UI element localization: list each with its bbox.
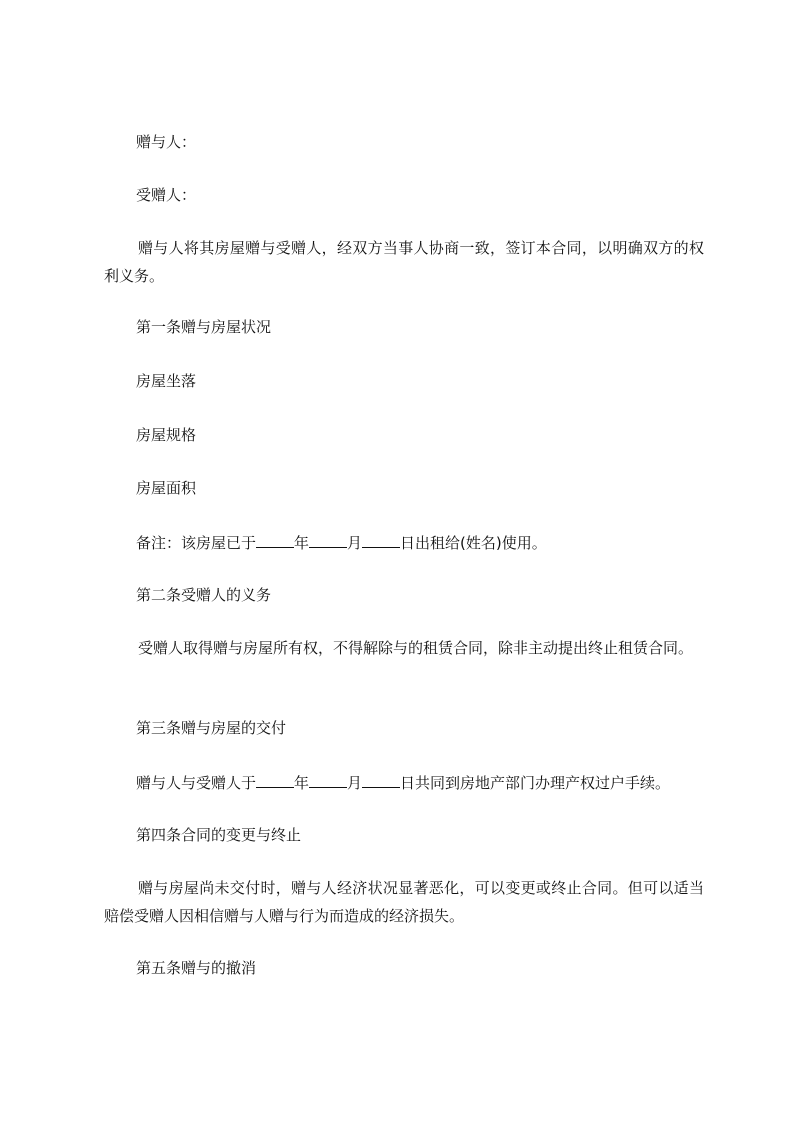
article-3-title: 第三条赠与房屋的交付 [136, 719, 287, 737]
handover-suffix: 日共同到房地产部门办理产权过户手续。 [400, 774, 671, 792]
donor-label: 赠与人： [136, 133, 197, 151]
article-1-title: 第一条赠与房屋状况 [136, 318, 272, 336]
note-prefix: 备注：该房屋已于 [136, 534, 257, 552]
article-4-paragraph: 赠与房屋尚未交付时，赠与人经济状况显著恶化，可以变更或终止合同。但可以适当赔偿受赠人因相信赠与人赠与行为而造成的经济损失。 [104, 879, 704, 925]
blank-month-2 [309, 772, 347, 788]
blank-day [362, 532, 400, 548]
article-2-paragraph: 受赠人取得赠与房屋所有权，不得解除与的租赁合同，除非主动提出终止租赁合同。 [138, 639, 694, 657]
blank-month [309, 532, 347, 548]
note-month: 月 [347, 534, 363, 552]
blank-year [256, 532, 294, 548]
note-year: 年 [294, 534, 310, 552]
handover-year: 年 [294, 774, 310, 792]
house-area-label: 房屋面积 [136, 479, 197, 497]
handover-month: 月 [347, 774, 363, 792]
article-2-title: 第二条受赠人的义务 [136, 586, 272, 604]
note-line [136, 532, 547, 553]
recipient-label: 受赠人： [136, 186, 197, 204]
house-location-label: 房屋坐落 [136, 372, 197, 390]
blank-day-2 [362, 772, 400, 788]
article-5-title: 第五条赠与的撤消 [136, 959, 257, 977]
handover-line [136, 772, 670, 793]
article-4-title: 第四条合同的变更与终止 [136, 826, 302, 844]
blank-year-2 [256, 772, 294, 788]
note-suffix: 日出租给(姓名)使用。 [400, 534, 547, 552]
intro-paragraph: 赠与人将其房屋赠与受赠人，经双方当事人协商一致，签订本合同，以明确双方的权利义务。 [104, 239, 704, 285]
house-spec-label: 房屋规格 [136, 426, 197, 444]
handover-prefix: 赠与人与受赠人于 [136, 774, 257, 792]
